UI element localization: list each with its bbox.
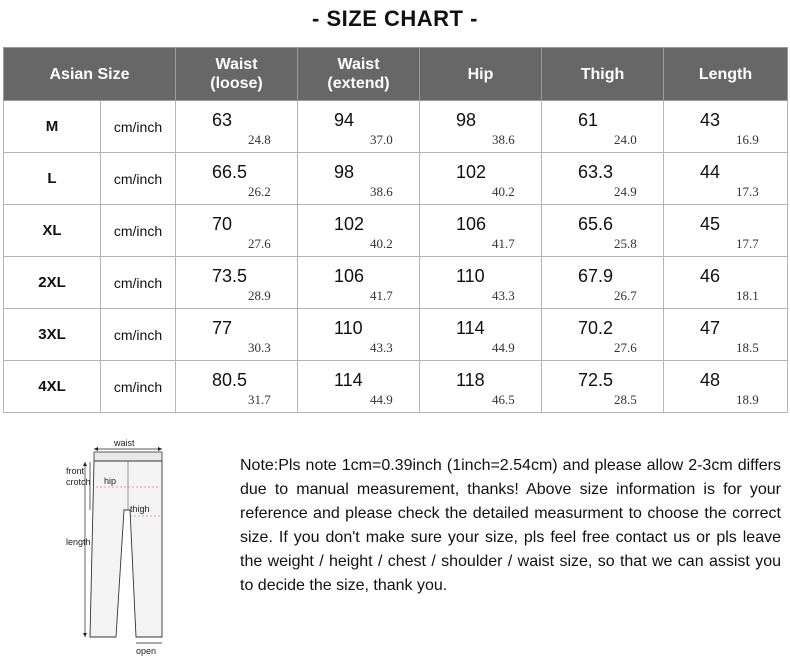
header-waist-loose-line2: (loose) [210,75,263,92]
table-row [4,101,788,153]
waist-extend-cm-value: 98 [334,162,355,182]
header-length: Length [664,48,788,101]
length-cm-value: 45 [700,214,721,234]
thigh-cm-value: 70.2 [578,318,614,338]
waist-extend-cm-value: 114 [334,370,363,390]
thigh-cm-value: 72.5 [578,370,614,390]
unit-cell: cm/inch [101,101,176,153]
hip-cell [420,101,542,153]
table-row [4,153,788,205]
thigh-cm-value: 63.3 [578,162,614,182]
hip-inch-value: 43.3 [492,288,515,303]
thigh-inch-value: 26.7 [614,288,637,303]
unit-cell: cm/inch [101,257,176,309]
waist-loose-cell [176,153,298,205]
hip-inch-value: 41.7 [492,236,515,251]
thigh-cm-value: 67.9 [578,266,614,286]
waist-extend-cell [298,205,420,257]
waist-loose-cell [176,205,298,257]
length-cm-value: 43 [700,110,721,130]
length-cell [664,101,788,153]
hip-cell [420,153,542,205]
page-title: - SIZE CHART - [312,6,478,31]
size-cell: 3XL [4,309,101,361]
hip-cm-value: 118 [456,370,485,390]
length-inch-value: 18.5 [736,340,759,355]
size-cell: 2XL [4,257,101,309]
waist-extend-inch-value: 41.7 [370,288,393,303]
waist-loose-cell [176,361,298,413]
waist-loose-cell [176,309,298,361]
waist-loose-inch-value: 27.6 [248,236,271,251]
hip-inch-value: 44.9 [492,340,515,355]
pants-diagram-svg [64,432,176,657]
hip-cell [420,205,542,257]
waist-loose-cm-value: 70 [212,214,233,234]
size-cell: XL [4,205,101,257]
header-waist-extend [298,48,420,101]
hip-cm-value: 106 [456,214,487,234]
diagram-thigh-label: thigh [130,504,150,514]
waist-loose-inch-value: 24.8 [248,132,271,147]
table-row [4,257,788,309]
thigh-inch-value: 24.0 [614,132,637,147]
hip-cm-value: 102 [456,162,487,182]
thigh-inch-value: 27.6 [614,340,637,355]
length-cm-value: 47 [700,318,721,338]
hip-inch-value: 40.2 [492,184,515,199]
size-note: Note:Pls note 1cm=0.39inch (1inch=2.54cm) and please allow 2-3cm differs due to manual measurement, thanks! Above size information is for your reference and please check the detailed measurment to choose the correct size. If you don't make sure your size, pls feel free contact us or pls leave the weight / height / chest / shoulder / waist size, so that we can assist you to decide the size, thank you. [240,457,781,594]
length-cm-value: 46 [700,266,721,286]
size-cell: L [4,153,101,205]
length-inch-value: 17.7 [736,236,759,251]
thigh-cm-value: 65.6 [578,214,614,234]
header-thigh: Thigh [542,48,664,101]
header-asian-size: Asian Size [4,48,176,101]
length-inch-value: 18.1 [736,288,759,303]
waist-loose-inch-value: 30.3 [248,340,271,355]
unit-cell: cm/inch [101,361,176,413]
hip-cm-value: 98 [456,110,477,130]
table-row [4,309,788,361]
header-waist-extend-line1: Waist [337,56,380,73]
header-waist-extend-line2: (extend) [327,75,390,92]
size-cell: 4XL [4,361,101,413]
waist-extend-cell [298,101,420,153]
waist-loose-cell [176,257,298,309]
waist-extend-cell [298,257,420,309]
waist-extend-inch-value: 44.9 [370,392,393,407]
hip-cell [420,257,542,309]
waist-extend-cm-value: 102 [334,214,365,234]
diagram-front-label: front [66,466,85,476]
waist-extend-cell [298,153,420,205]
length-inch-value: 18.9 [736,392,759,407]
header-row [4,48,788,101]
thigh-inch-value: 24.9 [614,184,637,199]
pants-measurement-diagram [64,432,176,657]
length-cell [664,309,788,361]
waist-loose-cm-value: 63 [212,110,233,130]
size-chart-table [3,47,788,413]
waist-extend-inch-value: 38.6 [370,184,393,199]
length-cell [664,257,788,309]
thigh-cell [542,101,664,153]
thigh-cm-value: 61 [578,110,599,130]
length-cm-value: 48 [700,370,721,390]
size-cell: M [4,101,101,153]
waist-extend-inch-value: 43.3 [370,340,393,355]
waist-extend-cm-value: 106 [334,266,365,286]
length-cell [664,361,788,413]
waist-loose-inch-value: 28.9 [248,288,271,303]
thigh-cell [542,153,664,205]
length-cell [664,205,788,257]
thigh-cell [542,309,664,361]
diagram-hip-label: hip [104,476,117,486]
hip-cm-value: 110 [456,266,485,286]
thigh-inch-value: 28.5 [614,392,637,407]
waist-loose-cm-value: 77 [212,318,233,338]
diagram-waist-label: waist [114,438,135,448]
unit-cell: cm/inch [101,205,176,257]
waist-extend-inch-value: 40.2 [370,236,393,251]
thigh-cell [542,205,664,257]
length-inch-value: 17.3 [736,184,759,199]
waist-extend-cm-value: 110 [334,318,363,338]
waist-extend-inch-value: 37.0 [370,132,393,147]
waist-extend-cell [298,309,420,361]
waist-loose-cell [176,101,298,153]
waist-loose-cm-value: 73.5 [212,266,248,286]
thigh-cell [542,257,664,309]
diagram-open-label: open [136,646,157,656]
length-inch-value: 16.9 [736,132,759,147]
waist-loose-inch-value: 26.2 [248,184,271,199]
waist-loose-cm-value: 80.5 [212,370,248,390]
waist-extend-cm-value: 94 [334,110,355,130]
unit-cell: cm/inch [101,153,176,205]
diagram-crotch-label: crotch [66,477,91,487]
hip-cell [420,361,542,413]
header-hip: Hip [420,48,542,101]
thigh-inch-value: 25.8 [614,236,637,251]
diagram-length-label: length [66,537,91,547]
waist-extend-cell [298,361,420,413]
header-waist-loose [176,48,298,101]
waist-loose-inch-value: 31.7 [248,392,271,407]
length-cm-value: 44 [700,162,721,182]
hip-cell [420,309,542,361]
hip-inch-value: 46.5 [492,392,515,407]
hip-cm-value: 114 [456,318,485,338]
table-row [4,205,788,257]
length-cell [664,153,788,205]
table-row [4,361,788,413]
hip-inch-value: 38.6 [492,132,515,147]
unit-cell: cm/inch [101,309,176,361]
header-waist-loose-line1: Waist [215,56,258,73]
thigh-cell [542,361,664,413]
waist-loose-cm-value: 66.5 [212,162,248,182]
